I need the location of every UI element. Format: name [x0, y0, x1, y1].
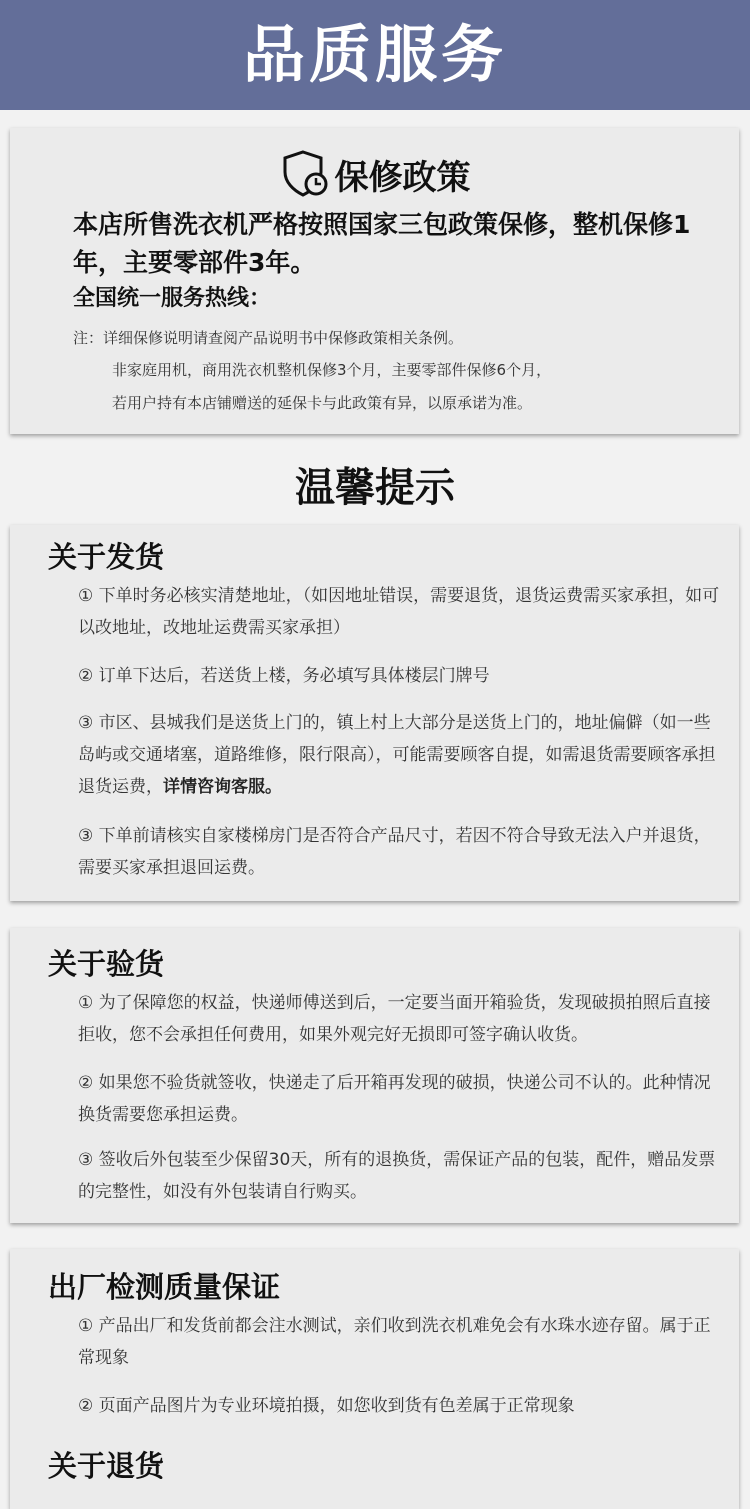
warranty-title: 保修政策: [334, 157, 471, 198]
returns-title: 关于退货: [48, 1449, 165, 1483]
warranty-heading: [10, 148, 739, 200]
factory-item: ① 产品出厂和发货前都会注水测试，亲们收到洗衣机难免会有水珠水迹存留。属于正常现象: [78, 1316, 711, 1368]
page-title: 品质服务: [242, 18, 507, 91]
shipping-item-text: ③ 市区、县城我们是送货上门的，镇上村上大部分是送货上门的，地址偏僻（如一些岛屿或交通堵塞，道路维修，限行限高），可能需要顾客自提，如需退货需要顾客承担退货运费，: [78, 713, 716, 797]
shipping-title: 关于发货: [48, 540, 165, 574]
inspection-item: ② 如果您不验货就签收，快递走了后开箱再发现的破损，快递公司不认的。此种情况换货需要您承担运费。: [78, 1073, 711, 1125]
shipping-card: [10, 525, 739, 901]
inspection-title: 关于验货: [48, 947, 165, 981]
factory-item: ② 页面产品图片为专业环境拍摄，如您收到货有色差属于正常现象: [78, 1396, 575, 1416]
shipping-item: ② 订单下达后，若送货上楼，务必填写具体楼层门牌号: [78, 666, 490, 686]
factory-card: [10, 1249, 739, 1509]
shipping-item: ③ 下单前请核实自家楼梯房门是否符合产品尺寸，若因不符合导致无法入户并退货，需要买家承担退回运费。: [78, 826, 711, 878]
inspection-card: [10, 928, 739, 1223]
shipping-item: [78, 707, 722, 803]
shield-clock-icon: [279, 148, 331, 200]
warranty-note: 注：详细保修说明请查阅产品说明书中保修政策相关条例。: [73, 329, 464, 347]
warranty-note: 非家庭用机，商用洗衣机整机保修3个月，主要零部件保修6个月，: [112, 361, 552, 379]
service-hotline: 全国统一服务热线：: [73, 286, 272, 311]
inspection-item: ① 为了保障您的权益，快递师傅送到后，一定要当面开箱验货，发现破损拍照后直接拒收，您不会承担任何费用，如果外观完好无损即可签字确认收货。: [78, 993, 711, 1045]
factory-title: 出厂检测质量保证: [48, 1270, 281, 1304]
warranty-main-text: 本店所售洗衣机严格按照国家三包政策保修，整机保修1年，主要零部件3年。: [73, 210, 691, 277]
header-banner: [0, 0, 750, 110]
shipping-item: ① 下单时务必核实清楚地址，（如因地址错误，需要退货，退货运费需买家承担，如可以改地址，改地址运费需买家承担）: [78, 586, 720, 638]
tips-title: 温馨提示: [295, 465, 455, 511]
warranty-card: [10, 128, 739, 434]
inspection-item: ③ 签收后外包装至少保留30天，所有的退换货，需保证产品的包装，配件，赠品发票的完整性，如没有外包装请自行购买。: [78, 1150, 716, 1202]
contact-service-text: 详情咨询客服。: [163, 777, 282, 797]
warranty-note: 若用户持有本店铺赠送的延保卡与此政策有异，以原承诺为准。: [112, 394, 533, 412]
